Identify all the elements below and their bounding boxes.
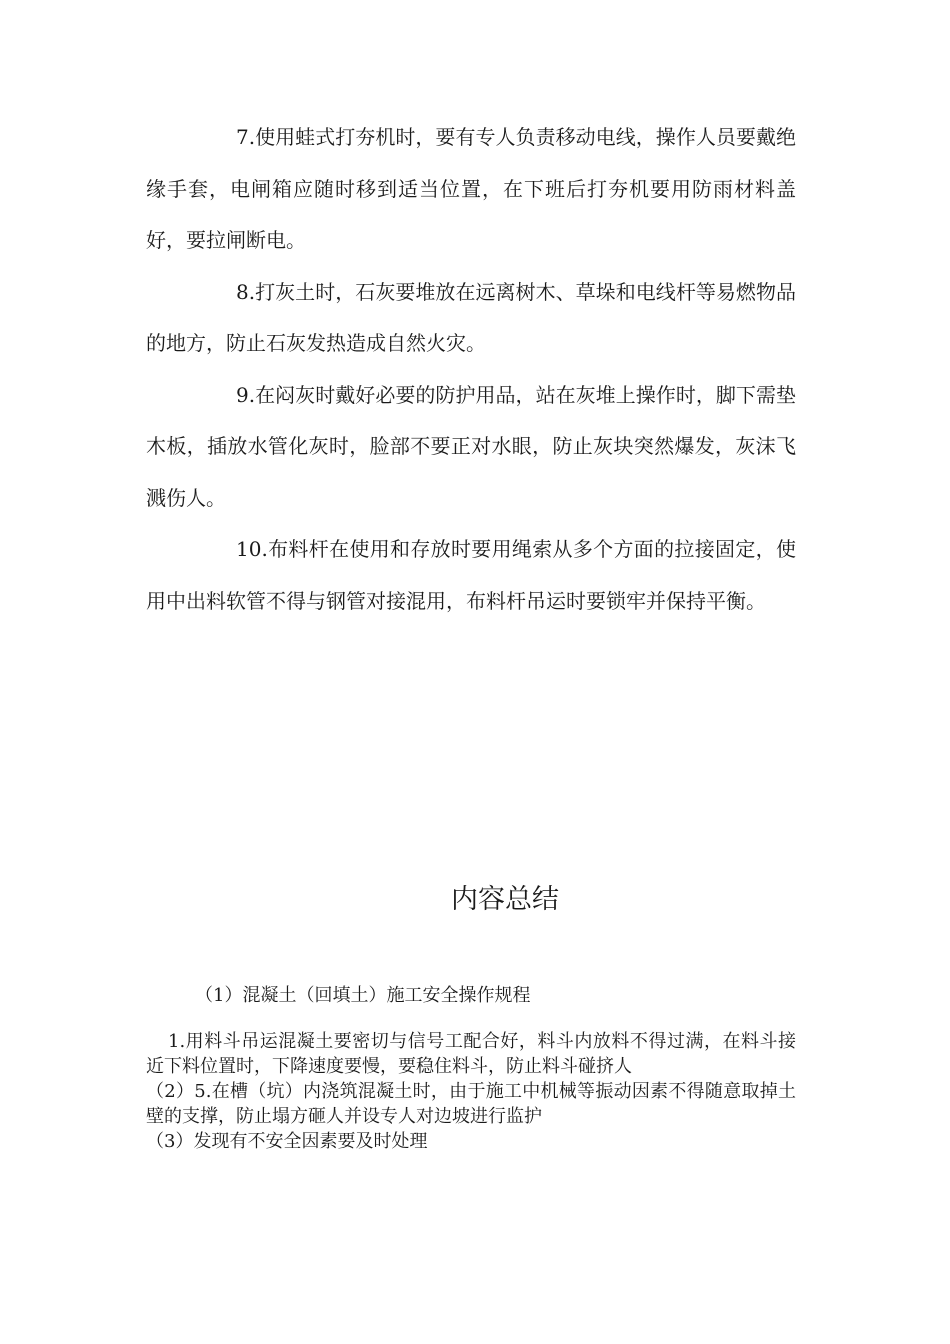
body-text	[146, 112, 796, 627]
paragraph-10: 10.布料杆在使用和存放时要用绳索从多个方面的拉接固定，使用中出料软管不得与钢管对接混用，布料杆吊运时要锁牢并保持平衡。	[146, 537, 796, 613]
summary-title: 内容总结	[451, 884, 559, 915]
paragraph-9: 9.在闷灰时戴好必要的防护用品，站在灰堆上操作时，脚下需垫木板，插放水管化灰时，脸部不要正对水眼，防止灰块突然爆发，灰沫飞溅伤人。	[146, 382, 796, 510]
summary-line-3: （3）发现有不安全因素要及时处理	[146, 1131, 428, 1152]
summary-subtitle: （1）混凝土（回填土）施工安全操作规程	[195, 985, 531, 1006]
summary-line-2: （2）5.在槽（坑）内浇筑混凝土时，由于施工中机械等振动因素不得随意取掉土壁的支撑，防止塌方砸人并设专人对边坡进行监护	[146, 1081, 796, 1127]
paragraph-7: 7.使用蛙式打夯机时，要有专人负责移动电线，操作人员要戴绝缘手套，电闸箱应随时移到适当位置，在下班后打夯机要用防雨材料盖好，要拉闸断电。	[146, 125, 796, 252]
summary-text	[146, 1029, 796, 1154]
paragraph-8: 8.打灰土时，石灰要堆放在远离树木、草垛和电线杆等易燃物品的地方，防止石灰发热造成自然火灾。	[146, 279, 796, 355]
summary-line-1: 1.用料斗吊运混凝土要密切与信号工配合好，料斗内放料不得过满，在料斗接近下料位置时，下降速度要慢，要稳住料斗，防止料斗碰挤人	[146, 1031, 796, 1077]
